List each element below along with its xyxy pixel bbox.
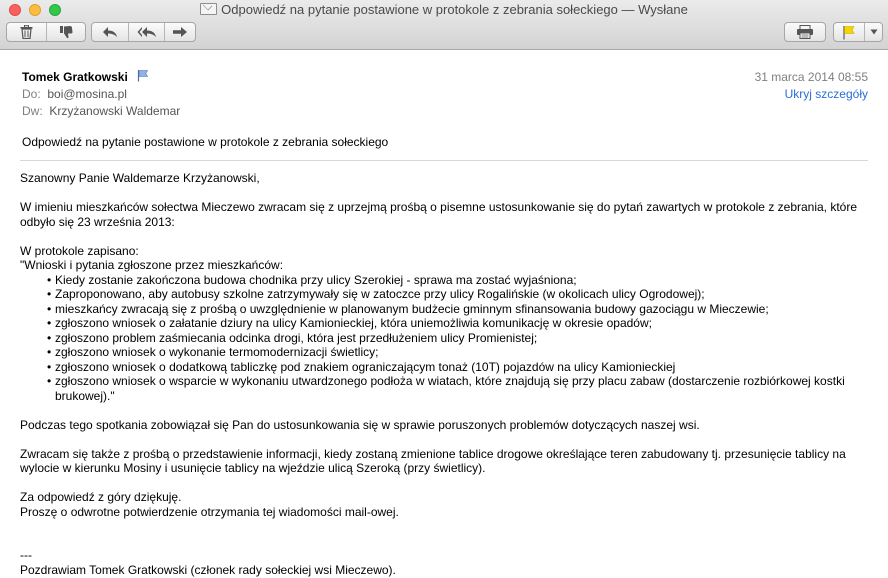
intro-paragraph: W imieniu mieszkańców sołectwa Mieczewo zwracam się z uprzejmą prośbą o pisemne ustosunkowanie się do pytań zawartych w protokole z zebrania, które odbyło się 23 września 2013:: [20, 200, 858, 229]
message-body: [20, 171, 876, 577]
cc-label: Dw:: [22, 104, 43, 118]
print-button[interactable]: [784, 22, 826, 42]
sender-flag-icon: [137, 69, 149, 82]
list-item: • mieszkańcy zwracają się z prośbą o uwzględnienie w planowanym budżecie gminnym sfinansowania budowy gazociągu w Mieczewie;: [20, 302, 876, 317]
to-label: Do:: [22, 87, 41, 101]
list-item: • zgłoszono wniosek o wsparcie w wykonaniu utwardzonego podłoża w wiatach, które znajdują się przy placu zabaw (dostarczenie rozbiórkowej kostki brukowej).": [20, 374, 876, 403]
envelope-icon: [200, 3, 217, 15]
delete-button[interactable]: [7, 23, 46, 41]
protocol-list: [20, 273, 876, 404]
protocol-heading: "Wnioski i pytania zgłoszone przez mieszkańców:: [20, 258, 284, 272]
signs-paragraph: Zwracam się także z prośbą o przedstawienie informacji, kiedy zostaną zmienione tablice drogowe określające teren zabudowany tj. przesunięcie tablicy na wylocie w kierunku Mosiny i usunięcie tablicy na wjeździe ulicą Szeroką (przy świetlicy).: [20, 446, 846, 475]
list-item: • zgłoszono problem zaśmiecania odcinka drogi, która jest przedłużeniem ulicy Promienistej;: [20, 331, 876, 346]
trash-icon: [20, 25, 33, 39]
reply-all-button[interactable]: [128, 23, 164, 41]
forward-arrow-icon: [172, 26, 188, 38]
thanks-line: Za odpowiedź z góry dziękuję.: [20, 490, 182, 504]
cc-row: [22, 104, 180, 118]
list-item: • Kiedy zostanie zakończona budowa chodnika przy ulicy Szerokiej - sprawa ma zostać wyjaśniona;: [20, 273, 876, 288]
greeting: Szanowny Panie Waldemarze Krzyżanowski,: [20, 171, 260, 185]
list-item: • Zaproponowano, aby autobusy szkolne zatrzymywały się w zatoczce przy ulicy Rogalińskie (w okolicach ulicy Ogrodowej);: [20, 287, 876, 302]
sender-name[interactable]: Tomek Gratkowski: [22, 70, 128, 84]
header-divider: [20, 160, 868, 161]
forward-button[interactable]: [164, 23, 195, 41]
print-segment: [785, 23, 825, 41]
blank-spacer: [20, 519, 876, 548]
list-item: • zgłoszono wniosek o załatanie dziury na ulicy Kamionieckiej, która uniemożliwia komunikację w okresie opadów;: [20, 316, 876, 331]
flag-button[interactable]: [833, 22, 883, 42]
signature-separator: ---: [20, 548, 32, 562]
flag-menu-segment: [864, 23, 882, 41]
chevron-down-icon: [870, 29, 878, 35]
protocol-intro: W protokole zapisano:: [20, 243, 139, 258]
message-date: 31 marca 2014 08:55: [754, 70, 868, 84]
list-item: • zgłoszono wniosek o wykonanie termomodernizacji świetlicy;: [20, 345, 876, 360]
reply-all-arrow-icon: [137, 26, 157, 38]
meeting-paragraph: Podczas tego spotkania zobowiązał się Pan do ustosunkowania się w sprawie poruszonych problemów dotyczących naszej wsi.: [20, 417, 700, 432]
message-subject: Odpowiedź na pytanie postawione w protokole z zebrania sołeckiego: [22, 135, 389, 149]
flag-icon: [842, 25, 856, 40]
window-title-bar: [0, 2, 888, 17]
hide-details-link[interactable]: Ukryj szczegóły: [784, 87, 868, 101]
thumbs-down-icon: [59, 25, 74, 39]
printer-icon: [796, 25, 814, 39]
list-item: • zgłoszono wniosek o dodatkową tabliczkę pod znakiem ograniczającym tonaż (10T) pojazdów na ulicy Kamionieckiej: [20, 360, 876, 375]
reply-arrow-icon: [102, 26, 118, 38]
flag-segment: [834, 23, 864, 41]
confirm-line: Proszę o odwrotne potwierdzenie otrzymania tej wiadomości mail-owej.: [20, 504, 399, 519]
cc-address[interactable]: Krzyżanowski Waldemar: [49, 104, 181, 118]
to-row: [22, 87, 127, 101]
reply-group: [91, 22, 196, 42]
reply-button[interactable]: [92, 23, 128, 41]
junk-button[interactable]: [46, 23, 85, 41]
delete-junk-group: [6, 22, 86, 42]
to-address[interactable]: boi@mosina.pl: [47, 87, 127, 101]
window-toolbar: [0, 0, 888, 50]
signature: Pozdrawiam Tomek Gratkowski (członek rady sołeckiej wsi Mieczewo).: [20, 562, 396, 577]
window-title: Odpowiedź na pytanie postawione w protokole z zebrania sołeckiego — Wysłane: [221, 2, 688, 17]
